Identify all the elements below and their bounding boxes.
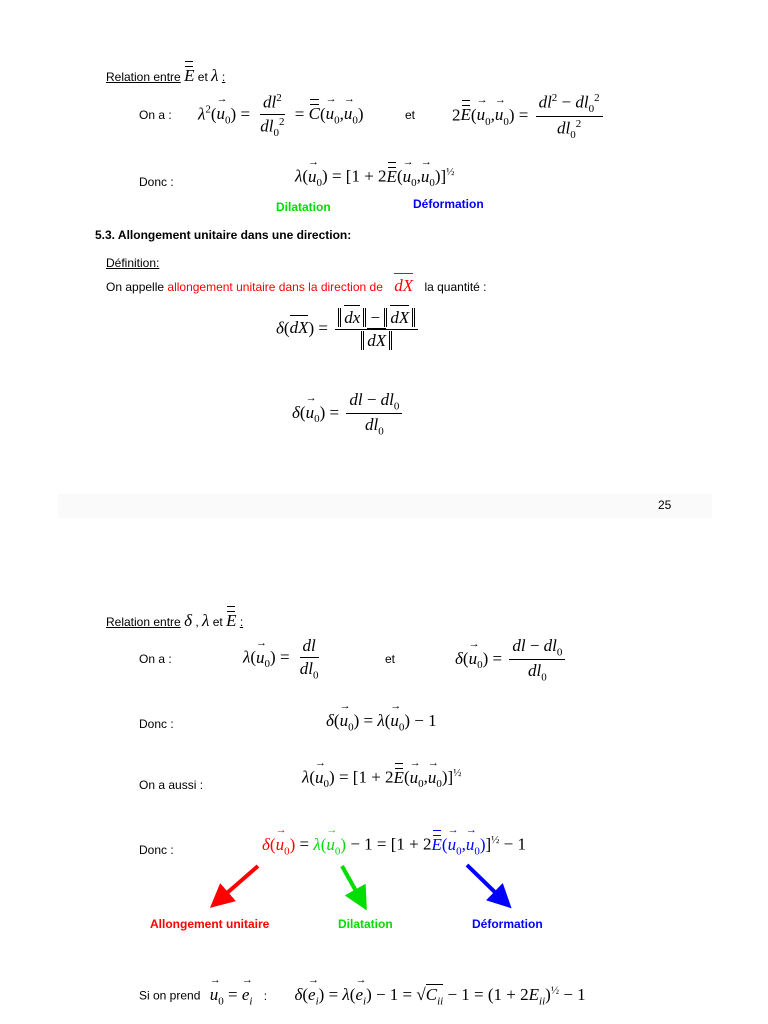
label-deformation-top: Déformation: [413, 197, 484, 211]
relation-heading-1: Relation entre E et λ :: [106, 66, 226, 85]
label-allongement-unitaire: Allongement unitaire: [150, 917, 270, 931]
equation-lambda-dl: $\lambda(\to u_0)$ = $\frac{dl}{dl_0}$: [243, 636, 325, 681]
definition-label: Définition:: [106, 256, 160, 270]
equation-lambda-2: $\lambda(\to u_0) = [1 + 2E(\to u_0,\to u_0)]^{\frac{1}{2}}$: [302, 767, 461, 790]
si-on-prend-line: Si on prend → $u_0$ = → $e_i$ : $\delta(\to e_i) = \lambda(\to e_i) - 1 = √C_{ii} - 1 = (1 + 2E_{ii})^{\frac{1}{2}} - 1$: [139, 984, 586, 1007]
on-a-label-2: On a :: [139, 652, 172, 666]
arrow-blue: [467, 865, 503, 900]
equation-lambda: $\lambda(\to u_0) = [1 + 2E(\to u_0,\to u_0)]^{\frac{1}{2}}$: [295, 166, 454, 189]
et-label-2: et: [385, 652, 396, 666]
label-dilatation-bottom: Dilatation: [338, 917, 393, 931]
relation-heading-2: Relation entre δ , λ et E :: [106, 611, 244, 630]
equation-delta-u0: $\delta(\to u_0)$ = $\frac{dl - dl_0}{dl_0}$: [292, 390, 405, 438]
donc-label-1: Donc :: [139, 175, 174, 189]
donc-label-3: Donc :: [139, 843, 174, 857]
definition-text: On appelle allongement unitaire dans la direction de dX la quantité :: [106, 276, 487, 295]
label-deformation-bottom: Déformation: [472, 917, 543, 931]
on-a-label: On a :: [139, 108, 172, 122]
equation-2e: $2E(\to u_0,\to u_0)$ = $\frac{dl^2 - dl_0^2}{dl_0^2}$: [452, 92, 606, 141]
equation-combined: $\delta(\to u_0) = \lambda(\to u_0) - 1 = [1 + 2E(\to u_0,\to u_0)]^{\frac{1}{2}} - 1$: [262, 834, 526, 857]
et-label-1: et: [405, 108, 416, 122]
equation-lambda-squared: $\lambda^2(\to u_0)$ = $\frac{dl^2}{dl_0^2}$ = $C(\to u_0,\to u_0)$: [198, 92, 364, 139]
page-number: 25: [658, 498, 672, 512]
label-dilatation-top: Dilatation: [276, 200, 331, 214]
arrow-green: [342, 866, 361, 900]
donc-label-2: Donc :: [139, 717, 174, 731]
equation-delta-dx: δ(dX) = $\frac{dx - dX}{dX}$: [276, 308, 421, 351]
section-heading: 5.3. Allongement unitaire dans une direction:: [95, 228, 352, 242]
on-a-aussi-label: On a aussi :: [139, 778, 204, 792]
equation-delta-lambda: $\delta(\to u_0) = \lambda(\to u_0) - 1$: [326, 711, 437, 733]
equation-delta-dl: $\delta(\to u_0)$ = $\frac{dl - dl_0}{dl_0}$: [455, 636, 568, 684]
arrow-red: [219, 866, 258, 900]
